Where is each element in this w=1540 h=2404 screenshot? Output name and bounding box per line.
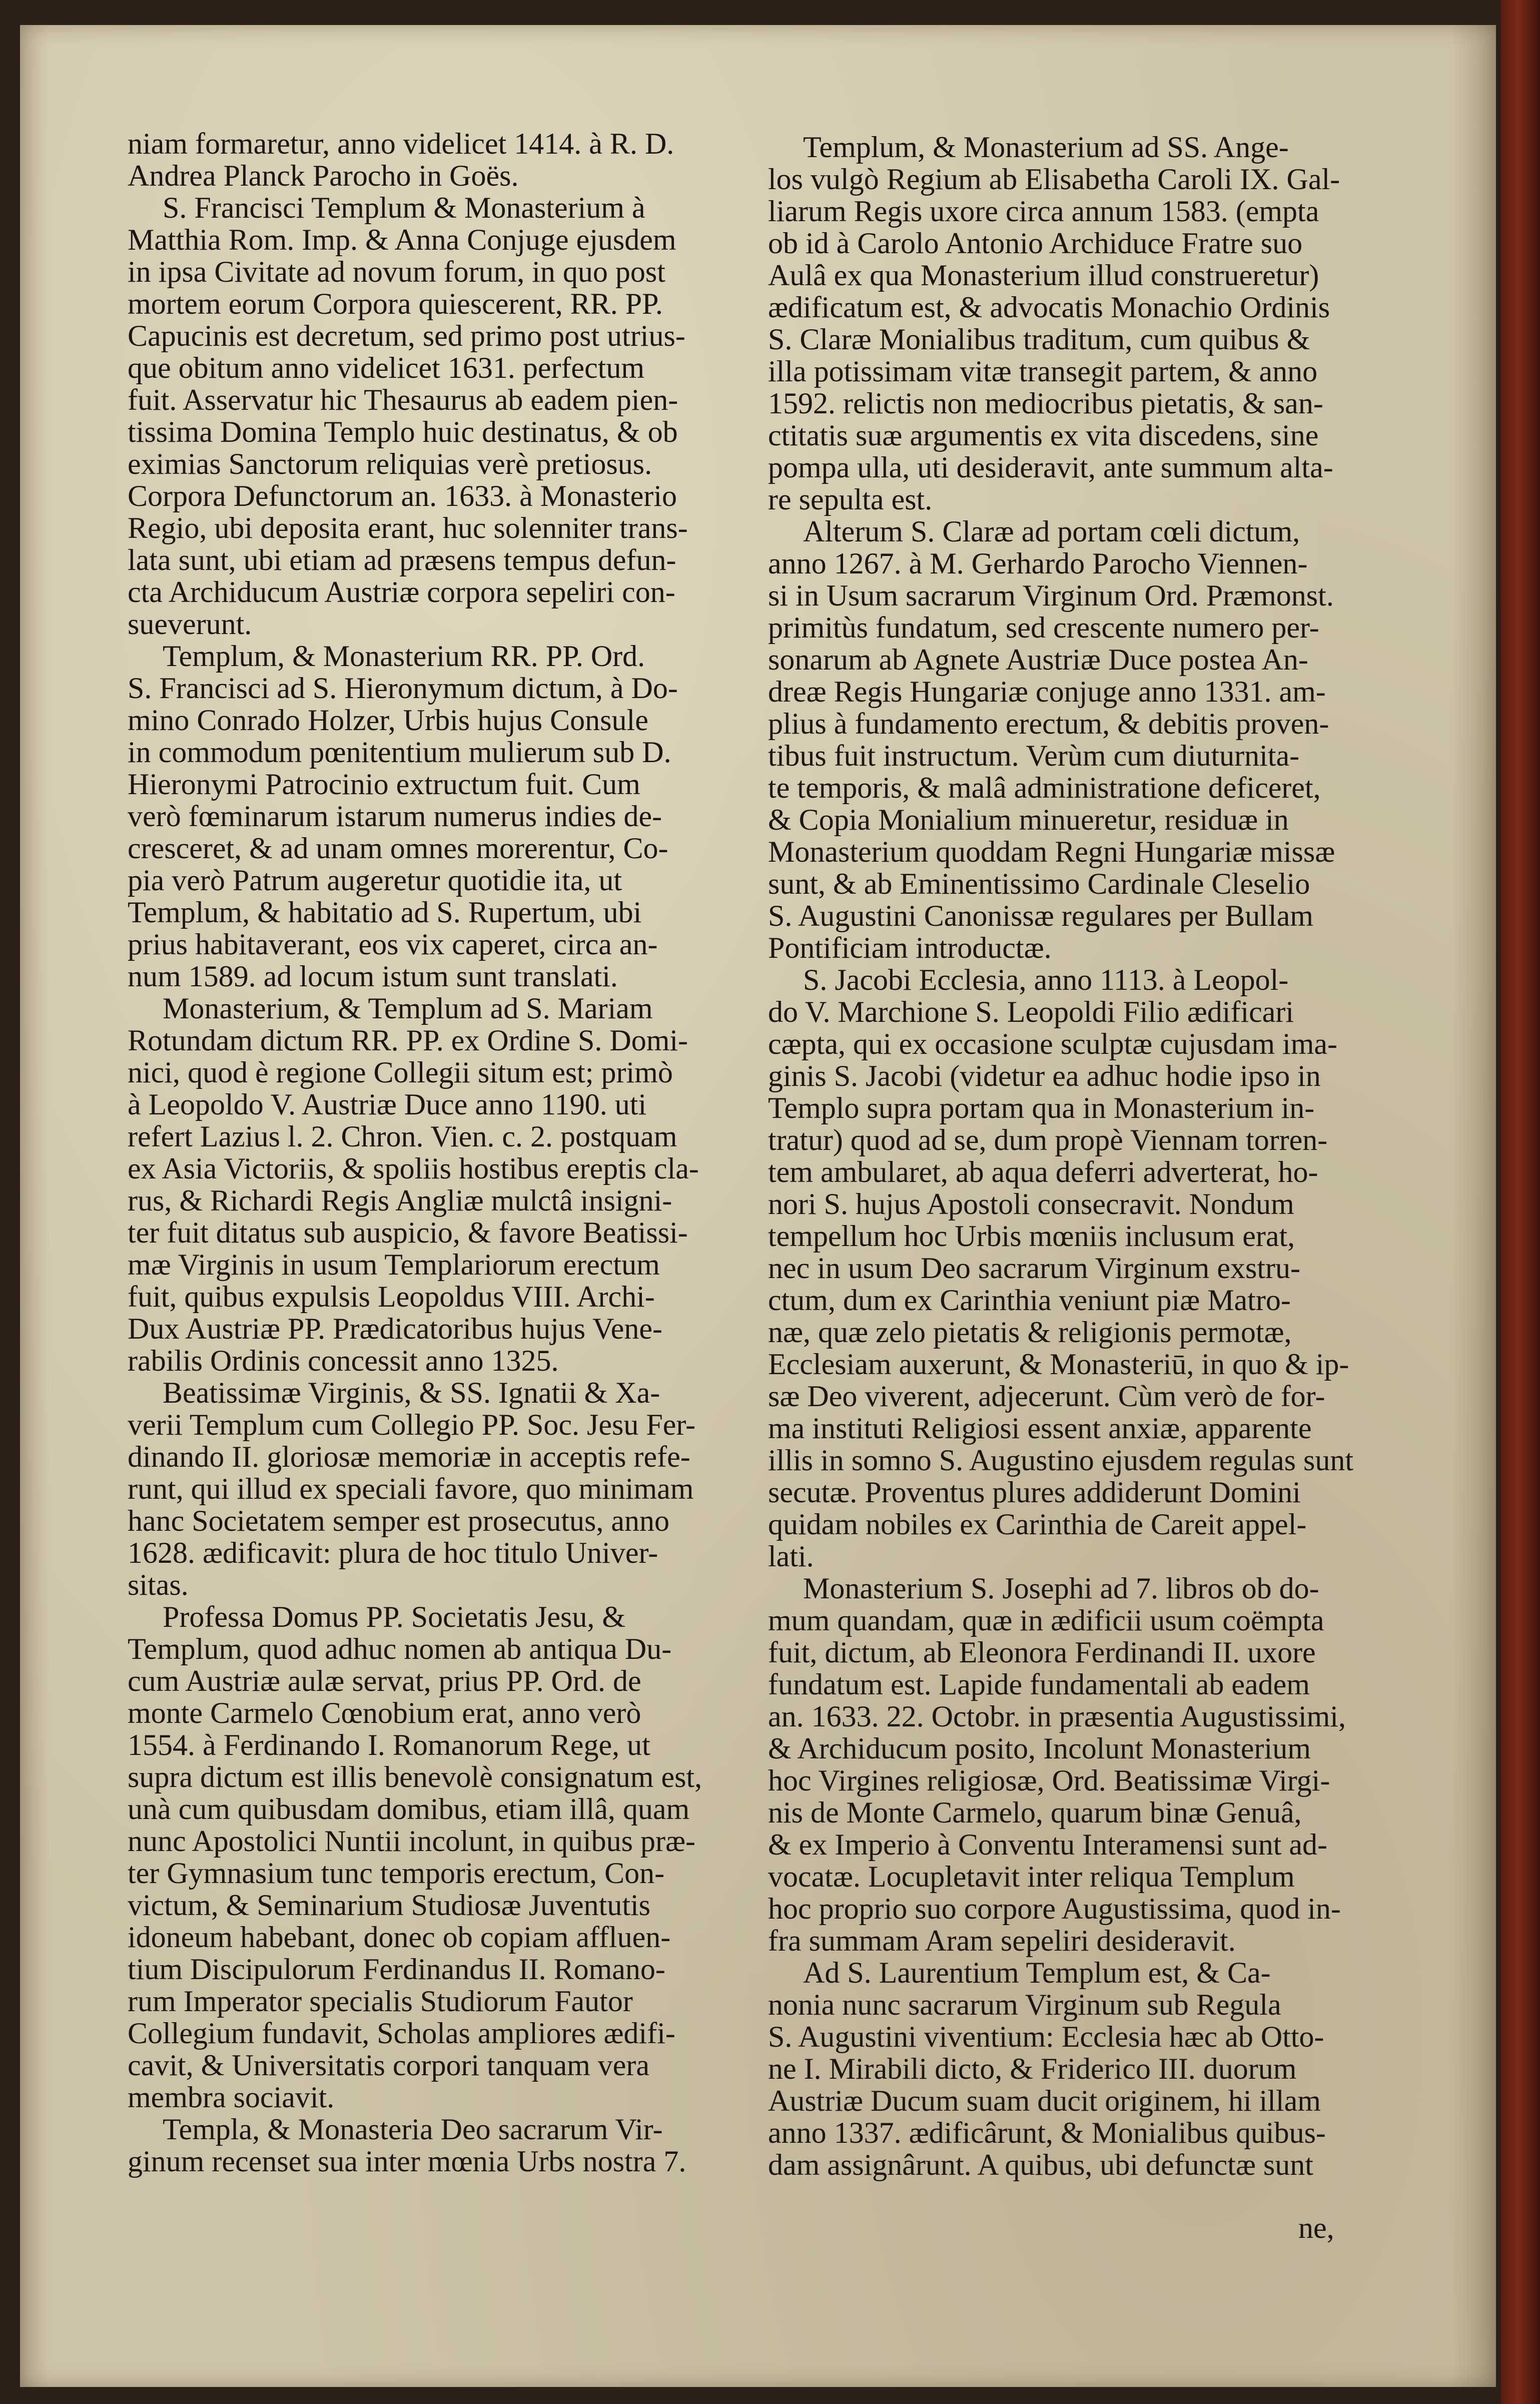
text-line: idoneum habebant, donec ob copiam affluen- bbox=[128, 1921, 671, 1954]
right-text-column bbox=[768, 131, 1366, 2181]
text-line: plius à fundamento erectum, & debitis proven- bbox=[768, 707, 1329, 740]
left-text-column bbox=[128, 128, 748, 2177]
text-line: ædificatum est, & advocatis Monachio Ordinis bbox=[768, 291, 1330, 324]
catchword: ne, bbox=[1298, 2211, 1334, 2244]
text-line: mum quandam, quæ in ædificii usum coëmpta bbox=[768, 1604, 1324, 1637]
text-line: Professa Domus PP. Societatis Jesu, & bbox=[163, 1600, 626, 1633]
text-line: cresceret, & ad unam omnes morerentur, Co- bbox=[128, 832, 668, 865]
text-line: næ, quæ zelo pietatis & religionis permotæ, bbox=[768, 1316, 1292, 1349]
text-line: sitas. bbox=[128, 1568, 189, 1601]
text-line: tium Discipulorum Ferdinandus II. Romano- bbox=[128, 1953, 665, 1986]
text-line: mæ Virginis in usum Templariorum erectum bbox=[128, 1248, 660, 1281]
text-line: num 1589. ad locum istum sunt translati. bbox=[128, 960, 618, 993]
text-line: nori S. hujus Apostoli consecravit. Nondum bbox=[768, 1187, 1294, 1221]
text-line: Aulâ ex qua Monasterium illud construeretur) bbox=[768, 259, 1319, 292]
text-line: sunt, & ab Eminentissimo Cardinale Cleselio bbox=[768, 867, 1310, 900]
text-line: vocatæ. Locupletavit inter reliqua Templum bbox=[768, 1860, 1295, 1893]
text-line: & ex Imperio à Conventu Interamensi sunt ad- bbox=[768, 1828, 1328, 1861]
text-line: ex Asia Victoriis, & spoliis hostibus ereptis cla- bbox=[128, 1152, 699, 1185]
text-line: secutæ. Proventus plures addiderunt Domini bbox=[768, 1476, 1301, 1509]
text-line: dreæ Regis Hungariæ conjuge anno 1331. am- bbox=[768, 675, 1326, 708]
text-line: primitùs fundatum, sed crescente numero per- bbox=[768, 611, 1319, 644]
text-line: fundatum est. Lapide fundamentali ab eadem bbox=[768, 1668, 1310, 1701]
text-line: Ecclesiam auxerunt, & Monasteriū, in quo & ip- bbox=[768, 1348, 1349, 1381]
text-line: S. Claræ Monialibus traditum, cum quibus & bbox=[768, 323, 1310, 356]
text-line: Beatissimæ Virginis, & SS. Ignatii & Xa- bbox=[163, 1376, 660, 1409]
text-line: Templa, & Monasteria Deo sacrarum Vir- bbox=[163, 2113, 663, 2146]
text-line: Corpora Defunctorum an. 1633. à Monasterio bbox=[128, 479, 677, 512]
text-line: verò fœminarum istarum numerus indies de- bbox=[128, 800, 662, 833]
text-line: Capucinis est decretum, sed primo post utrius- bbox=[128, 319, 685, 352]
text-line: anno 1337. ædificârunt, & Monialibus quibus- bbox=[768, 2116, 1326, 2149]
text-line: anno 1267. à M. Gerhardo Parocho Viennen- bbox=[768, 547, 1308, 580]
text-line: tissima Domina Templo huic destinatus, & ob bbox=[128, 415, 678, 448]
text-line: fra summam Aram sepeliri desideravit. bbox=[768, 1924, 1236, 1957]
text-line: nonia nunc sacrarum Virginum sub Regula bbox=[768, 1988, 1281, 2021]
text-line: nis de Monte Carmelo, quarum binæ Genuâ, bbox=[768, 1796, 1302, 1829]
text-line: S. Francisci Templum & Monasterium à bbox=[163, 191, 645, 224]
text-line: an. 1633. 22. Octobr. in præsentia Augustissimi, bbox=[768, 1700, 1346, 1733]
text-line: dam assignârunt. A quibus, ubi defunctæ sunt bbox=[768, 2148, 1313, 2181]
text-line: dinando II. gloriosæ memoriæ in acceptis refe- bbox=[128, 1440, 690, 1473]
text-line: 1592. relictis non mediocribus pietatis, & san- bbox=[768, 387, 1323, 420]
text-line: Monasterium quoddam Regni Hungariæ missæ bbox=[768, 835, 1335, 868]
text-line: hoc proprio suo corpore Augustissima, quod in- bbox=[768, 1892, 1341, 1925]
text-line: hanc Societatem semper est prosecutus, anno bbox=[128, 1504, 669, 1537]
text-line: lata sunt, ubi etiam ad præsens tempus defun- bbox=[128, 543, 676, 576]
text-line: cavit, & Universitatis corpori tanquam vera bbox=[128, 2049, 649, 2082]
text-line: Monasterium S. Josephi ad 7. libros ob do- bbox=[803, 1572, 1319, 1605]
text-line: 1554. à Ferdinando I. Romanorum Rege, ut bbox=[128, 1728, 650, 1761]
text-line: tempellum hoc Urbis mœniis inclusum erat, bbox=[768, 1220, 1295, 1253]
text-line: ne I. Mirabili dicto, & Friderico III. duorum bbox=[768, 2052, 1297, 2085]
text-line: Templum, & Monasterium RR. PP. Ord. bbox=[163, 640, 645, 673]
text-line: & Copia Monialium minueretur, residuæ in bbox=[768, 803, 1289, 836]
text-line: Templo supra portam qua in Monasterium in- bbox=[768, 1091, 1315, 1124]
text-line: Dux Austriæ PP. Prædicatoribus hujus Vene- bbox=[128, 1312, 662, 1345]
text-line: supra dictum est illis benevolè consignatum est, bbox=[128, 1760, 702, 1793]
text-line: in ipsa Civitate ad novum forum, in quo post bbox=[128, 255, 665, 288]
text-line: rum Imperator specialis Studiorum Fautor bbox=[128, 1985, 633, 2018]
text-line: ter Gymnasium tunc temporis erectum, Con- bbox=[128, 1857, 665, 1890]
text-line: Templum, quod adhuc nomen ab antiqua Du- bbox=[128, 1632, 672, 1665]
text-line: runt, qui illud ex speciali favore, quo minimam bbox=[128, 1472, 694, 1505]
text-line: tibus fuit instructum. Verùm cum diuturnita- bbox=[768, 739, 1300, 772]
text-line: quidam nobiles ex Carinthia de Careit appel- bbox=[768, 1508, 1307, 1541]
text-line: Matthia Rom. Imp. & Anna Conjuge ejusdem bbox=[128, 223, 676, 256]
text-line: hoc Virgines religiosæ, Ord. Beatissimæ Virgi- bbox=[768, 1764, 1330, 1797]
text-line: S. Francisci ad S. Hieronymum dictum, à Do- bbox=[128, 672, 678, 705]
text-line: ctum, dum ex Carinthia veniunt piæ Matro- bbox=[768, 1284, 1291, 1317]
text-line: eximias Sanctorum reliquias verè pretiosus. bbox=[128, 447, 652, 480]
text-line: refert Lazius l. 2. Chron. Vien. c. 2. postquam bbox=[128, 1120, 677, 1153]
text-line: Regio, ubi deposita erant, huc solenniter trans- bbox=[128, 511, 688, 544]
text-line: sæ Deo viverent, adjecerunt. Cùm verò de for- bbox=[768, 1380, 1325, 1413]
text-line: re sepulta est. bbox=[768, 483, 933, 516]
text-line: S. Augustini Canonissæ regulares per Bullam bbox=[768, 899, 1313, 932]
text-line: victum, & Seminarium Studiosæ Juventutis bbox=[128, 1889, 651, 1922]
text-line: cta Archiducum Austriæ corpora sepeliri con- bbox=[128, 575, 675, 609]
text-line: pia verò Patrum augeretur quotidie ita, ut bbox=[128, 864, 622, 897]
text-line: mortem eorum Corpora quiescerent, RR. PP. bbox=[128, 287, 663, 320]
text-line: monte Carmelo Cœnobium erat, anno verò bbox=[128, 1696, 641, 1729]
text-line: nici, quod è regione Collegii situm est; primò bbox=[128, 1056, 673, 1089]
text-line: niam formaretur, anno videlicet 1414. à R. D. bbox=[128, 127, 674, 160]
text-line: ma instituti Religiosi essent anxiæ, apparente bbox=[768, 1412, 1312, 1445]
text-line: Hieronymi Patrocinio extructum fuit. Cum bbox=[128, 768, 640, 801]
text-line: prius habitaverant, eos vix caperet, circa an- bbox=[128, 928, 658, 961]
text-line: Collegium fundavit, Scholas ampliores ædifi- bbox=[128, 2017, 675, 2050]
text-line: Alterum S. Claræ ad portam cœli dictum, bbox=[803, 515, 1300, 548]
text-line: in commodum pœnitentium mulierum sub D. bbox=[128, 736, 671, 769]
text-line: Rotundam dictum RR. PP. ex Ordine S. Domi- bbox=[128, 1024, 688, 1057]
text-line: sonarum ab Agnete Austriæ Duce postea An- bbox=[768, 643, 1308, 676]
text-line: Templum, & habitatio ad S. Rupertum, ubi bbox=[128, 896, 642, 929]
text-line: liarum Regis uxore circa annum 1583. (empta bbox=[768, 195, 1319, 228]
text-line: ginum recenset sua inter mœnia Urbs nostra 7. bbox=[128, 2145, 686, 2178]
text-line: fuit, dictum, ab Eleonora Ferdinandi II. uxore bbox=[768, 1636, 1316, 1669]
text-line: que obitum anno videlicet 1631. perfectum bbox=[128, 351, 645, 384]
text-line: ter fuit ditatus sub auspicio, & favore Beatissi- bbox=[128, 1216, 688, 1249]
text-line: S. Augustini viventium: Ecclesia hæc ab Otto- bbox=[768, 2020, 1324, 2053]
text-line: rus, & Richardi Regis Angliæ mulctâ insigni- bbox=[128, 1184, 672, 1217]
text-line: ob id à Carolo Antonio Archiduce Fratre suo bbox=[768, 227, 1303, 260]
text-line: Austriæ Ducum suam ducit originem, hi illam bbox=[768, 2084, 1321, 2117]
text-line: ctitatis suæ argumentis ex vita discedens, sine bbox=[768, 419, 1319, 452]
text-line: los vulgò Regium ab Elisabetha Caroli IX. Gal- bbox=[768, 163, 1340, 196]
text-line: à Leopoldo V. Austriæ Duce anno 1190. uti bbox=[128, 1088, 647, 1121]
text-line: unà cum quibusdam domibus, etiam illâ, quam bbox=[128, 1792, 690, 1826]
text-line: Pontificiam introductæ. bbox=[768, 931, 1052, 964]
text-line: rabilis Ordinis concessit anno 1325. bbox=[128, 1344, 559, 1377]
text-line: si in Usum sacrarum Virginum Ord. Præmonst. bbox=[768, 579, 1334, 612]
text-line: cum Austriæ aulæ servat, prius PP. Ord. de bbox=[128, 1664, 641, 1697]
text-line: tratur) quod ad se, dum propè Viennam torren- bbox=[768, 1123, 1328, 1156]
text-line: fuit, quibus expulsis Leopoldus VIII. Archi- bbox=[128, 1280, 655, 1313]
text-line: Monasterium, & Templum ad S. Mariam bbox=[163, 992, 653, 1025]
text-line: illa potissimam vitæ transegit partem, & anno bbox=[768, 355, 1318, 388]
text-line: Andrea Planck Parocho in Goës. bbox=[128, 159, 519, 192]
book-binding-edge bbox=[1501, 0, 1540, 2404]
text-line: sueverunt. bbox=[128, 608, 252, 641]
text-line: membra sociavit. bbox=[128, 2081, 335, 2114]
text-line: pompa ulla, uti desideravit, ante summum alta- bbox=[768, 451, 1333, 484]
text-line: S. Jacobi Ecclesia, anno 1113. à Leopol- bbox=[803, 963, 1289, 996]
text-line: nunc Apostolici Nuntii incolunt, in quibus præ- bbox=[128, 1825, 695, 1858]
text-line: tem ambularet, ab aqua deferri adverterat, ho- bbox=[768, 1155, 1318, 1188]
text-line: verii Templum cum Collegio PP. Soc. Jesu Fer- bbox=[128, 1408, 696, 1441]
text-line: cæpta, qui ex occasione sculptæ cujusdam ima- bbox=[768, 1027, 1338, 1060]
text-line: mino Conrado Holzer, Urbis hujus Consule bbox=[128, 704, 648, 737]
text-line: nec in usum Deo sacrarum Virginum exstru- bbox=[768, 1252, 1300, 1285]
text-line: Ad S. Laurentium Templum est, & Ca- bbox=[803, 1956, 1271, 1989]
text-line: do V. Marchione S. Leopoldi Filio ædificari bbox=[768, 995, 1294, 1028]
text-line: ginis S. Jacobi (videtur ea adhuc hodie ipso in bbox=[768, 1059, 1321, 1092]
text-line: lati. bbox=[768, 1540, 814, 1573]
text-line: & Archiducum posito, Incolunt Monasterium bbox=[768, 1732, 1311, 1765]
text-line: te temporis, & malâ administratione deficeret, bbox=[768, 771, 1321, 804]
text-line: Templum, & Monasterium ad SS. Ange- bbox=[803, 131, 1289, 164]
text-line: illis in somno S. Augustino ejusdem regulas sunt bbox=[768, 1444, 1354, 1477]
text-line: fuit. Asservatur hic Thesaurus ab eadem pien- bbox=[128, 383, 678, 416]
text-line: 1628. ædificavit: plura de hoc titulo Univer- bbox=[128, 1536, 658, 1569]
